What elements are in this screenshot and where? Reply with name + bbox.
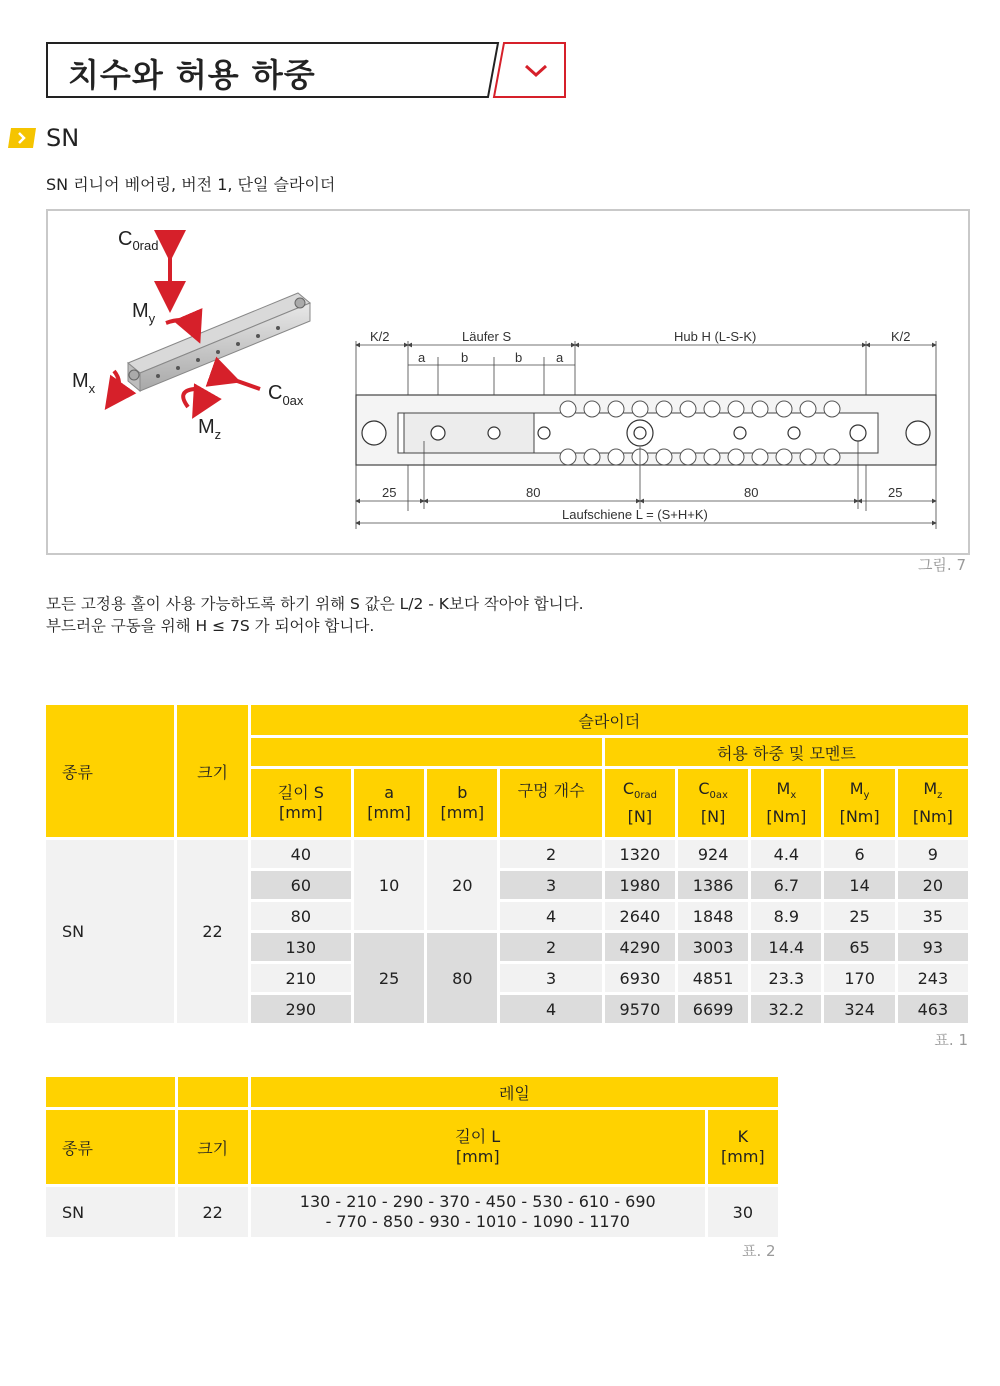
cell-mx: 23.3 bbox=[751, 964, 821, 992]
cell-holes: 3 bbox=[500, 871, 601, 899]
header-c0rad: $C_{0rad}$ [N] bbox=[605, 769, 675, 837]
mx-arrow bbox=[114, 371, 119, 397]
dim-a-right: a bbox=[556, 350, 564, 365]
header-k: K [mm] bbox=[708, 1110, 778, 1184]
header-slider: 슬라이더 bbox=[251, 705, 968, 735]
cell-c0rad: 9570 bbox=[605, 995, 675, 1023]
cell-my: 6 bbox=[824, 840, 894, 868]
header-size: 크기 bbox=[177, 705, 247, 837]
cell-a: 10 bbox=[354, 840, 424, 930]
cell-c0rad: 2640 bbox=[605, 902, 675, 930]
my-arrow bbox=[166, 320, 194, 329]
cell-c0ax: 3003 bbox=[678, 933, 748, 961]
header-type: 종류 bbox=[46, 1110, 175, 1184]
cell-c0rad: 4290 bbox=[605, 933, 675, 961]
note-2: 부드러운 구동을 위해 H ≤ 7S 가 되어야 합니다. bbox=[46, 617, 375, 635]
cell-s: 130 bbox=[251, 933, 351, 961]
chevron-down-icon bbox=[504, 42, 566, 98]
cell-mz: 243 bbox=[898, 964, 968, 992]
cell-s: 80 bbox=[251, 902, 351, 930]
cell-mz: 20 bbox=[898, 871, 968, 899]
cell-mz: 463 bbox=[898, 995, 968, 1023]
rail-3d-illustration bbox=[128, 293, 310, 391]
dim-80-1: 80 bbox=[526, 485, 541, 500]
mz-arrow bbox=[183, 389, 203, 407]
cell-holes: 4 bbox=[500, 902, 601, 930]
header-length: 길이 S [mm] bbox=[251, 769, 351, 837]
cell-size: 22 bbox=[178, 1187, 248, 1237]
mx-label: $M_x$ bbox=[72, 370, 96, 396]
header-blank bbox=[46, 1077, 175, 1107]
dim-k2-left: K/2 bbox=[370, 329, 390, 344]
header-size: 크기 bbox=[178, 1110, 248, 1184]
mz-label: $M_z$ bbox=[198, 416, 222, 442]
page-title: 치수와 허용 하중 bbox=[68, 56, 316, 94]
cell-a: 25 bbox=[354, 933, 424, 1023]
technical-drawing bbox=[356, 341, 936, 529]
dim-hub: Hub H (L-S-K) bbox=[674, 329, 757, 344]
section-title: SN bbox=[46, 124, 80, 152]
cell-k: 30 bbox=[708, 1187, 778, 1237]
cell-my: 170 bbox=[824, 964, 894, 992]
cell-size: 22 bbox=[177, 840, 247, 1023]
cell-my: 65 bbox=[824, 933, 894, 961]
cell-b: 20 bbox=[427, 840, 497, 930]
cell-c0ax: 1386 bbox=[678, 871, 748, 899]
figure-caption: 그림. 7 bbox=[917, 556, 966, 574]
dim-b-left: b bbox=[461, 350, 469, 365]
dim-25-right: 25 bbox=[888, 485, 903, 500]
dimension-figure bbox=[46, 209, 970, 555]
cell-mx: 14.4 bbox=[751, 933, 821, 961]
dim-k2-right: K/2 bbox=[891, 329, 911, 344]
header-blank bbox=[251, 738, 602, 766]
cell-lengths: 130 - 210 - 290 - 370 - 450 - 530 - 610 - 690 - 770 - 850 - 930 - 1010 - 1090 - 1170 bbox=[251, 1187, 705, 1237]
c0ax-label: $C_{0ax}$ bbox=[268, 382, 304, 408]
cell-mz: 35 bbox=[898, 902, 968, 930]
cell-mz: 93 bbox=[898, 933, 968, 961]
dim-laufschiene: Laufschiene L = (S+H+K) bbox=[562, 507, 708, 522]
cell-holes: 2 bbox=[500, 933, 601, 961]
cell-b: 80 bbox=[427, 933, 497, 1023]
table-row bbox=[46, 840, 968, 868]
table2-caption: 표. 2 bbox=[742, 1242, 776, 1260]
cell-type: SN bbox=[46, 1187, 175, 1237]
header-holes: 구멍 개수 bbox=[500, 769, 601, 837]
cell-mx: 4.4 bbox=[751, 840, 821, 868]
dim-laufer: Läufer S bbox=[462, 329, 512, 344]
cell-c0rad: 1980 bbox=[605, 871, 675, 899]
slider-spec-table bbox=[43, 702, 971, 1026]
cell-c0ax: 1848 bbox=[678, 902, 748, 930]
cell-holes: 3 bbox=[500, 964, 601, 992]
table-row bbox=[46, 1187, 778, 1237]
cell-c0ax: 924 bbox=[678, 840, 748, 868]
page-header bbox=[46, 42, 566, 98]
table1-caption: 표. 1 bbox=[934, 1031, 968, 1049]
header-mx: $M_x$ [Nm] bbox=[751, 769, 821, 837]
header-type: 종류 bbox=[46, 705, 174, 837]
header-blank bbox=[178, 1077, 248, 1107]
header-mz: $M_z$ [Nm] bbox=[898, 769, 968, 837]
cell-s: 60 bbox=[251, 871, 351, 899]
header-rail: 레일 bbox=[251, 1077, 778, 1107]
cell-my: 25 bbox=[824, 902, 894, 930]
header-a: a [mm] bbox=[354, 769, 424, 837]
header-loads: 허용 하중 및 모멘트 bbox=[605, 738, 968, 766]
header-length: 길이 L [mm] bbox=[251, 1110, 705, 1184]
cell-c0rad: 1320 bbox=[605, 840, 675, 868]
cell-mx: 32.2 bbox=[751, 995, 821, 1023]
dim-a-left: a bbox=[418, 350, 426, 365]
cell-s: 40 bbox=[251, 840, 351, 868]
rail-spec-table bbox=[43, 1074, 781, 1240]
header-c0ax: $C_{0ax}$ [N] bbox=[678, 769, 748, 837]
cell-c0rad: 6930 bbox=[605, 964, 675, 992]
figure-drawing bbox=[48, 211, 968, 553]
cell-my: 14 bbox=[824, 871, 894, 899]
cell-c0ax: 4851 bbox=[678, 964, 748, 992]
header-b: b [mm] bbox=[427, 769, 497, 837]
note-1: 모든 고정용 홀이 사용 가능하도록 하기 위해 S 값은 L/2 - K보다 작아야 합니다. bbox=[46, 595, 584, 613]
my-label: $M_y$ bbox=[132, 300, 156, 326]
dropdown-button[interactable] bbox=[504, 42, 566, 98]
dim-80-2: 80 bbox=[744, 485, 759, 500]
dim-b-right: b bbox=[515, 350, 523, 365]
header-my: $M_y$ [Nm] bbox=[824, 769, 894, 837]
c0ax-arrow bbox=[226, 377, 260, 389]
cell-s: 210 bbox=[251, 964, 351, 992]
cell-my: 324 bbox=[824, 995, 894, 1023]
c0rad-label: $C_{0rad}$ bbox=[118, 228, 159, 253]
cell-type: SN bbox=[46, 840, 174, 1023]
cell-c0ax: 6699 bbox=[678, 995, 748, 1023]
dim-25-left: 25 bbox=[382, 485, 397, 500]
cell-mx: 6.7 bbox=[751, 871, 821, 899]
cell-holes: 2 bbox=[500, 840, 601, 868]
section-subtitle: SN 리니어 베어링, 버전 1, 단일 슬라이더 bbox=[46, 175, 336, 194]
cell-mx: 8.9 bbox=[751, 902, 821, 930]
chevron-right-icon bbox=[8, 128, 36, 148]
cell-s: 290 bbox=[251, 995, 351, 1023]
cell-mz: 9 bbox=[898, 840, 968, 868]
cell-holes: 4 bbox=[500, 995, 601, 1023]
